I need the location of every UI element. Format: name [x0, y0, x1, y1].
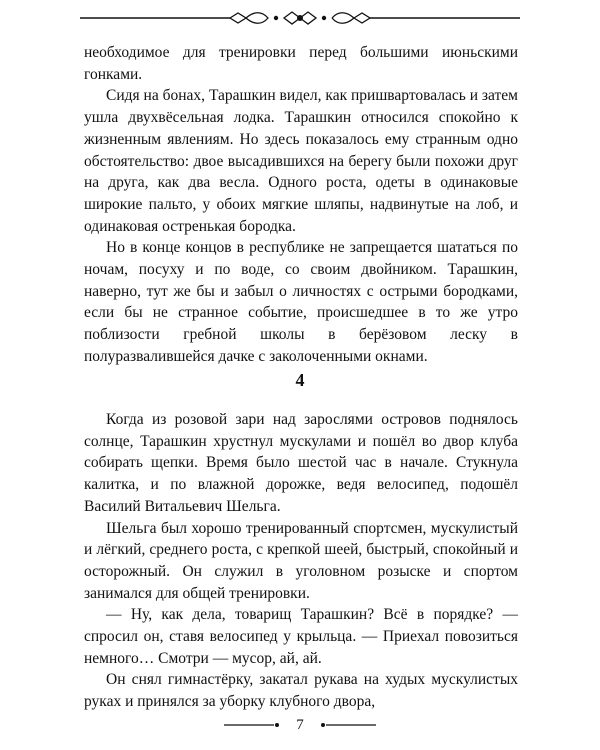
paragraph: Шельга был хорошо тренированный спортсмен, мускулистый и лёгкий, среднего роста, с крепкой шеей, быстрый, спокойный и осторожный. Он служил в уголовном розыске и спортом занимался для общей тренировки.	[84, 519, 518, 602]
paragraph: Когда из розовой зари над зарослями островов поднялось солнце, Тарашкин хрустнул мускулами и пошёл во двор клуба собирать щепки. Время было шестой час в начале. Стукнула калитка, и по влажной дорожке, ведя велосипед, подошёл Василий Витальевич Шельга.	[84, 411, 518, 515]
paragraph: Но в конце концов в республике не запрещается шататься по ночам, посуху и по воде, со своим двойником. Тарашкин, наверно, тут же бы и забыл о личностях с острыми бородками, если бы не странное событие, происшедшее в то же утро поблизости гребной школы в берёзовом леску в полуразвалившейся дачке с заколоченными окнами.	[84, 239, 518, 365]
chapter-number: 4	[295, 370, 305, 390]
page-footer	[0, 714, 600, 738]
paragraph-continuation: необходимое для тренировки перед большими июньскими гонками.	[84, 44, 518, 83]
header-ornament	[80, 8, 520, 28]
text-block-bottom	[84, 409, 518, 713]
paragraph: Сидя на бонах, Тарашкин видел, как пришвартовалась и затем ушла двухвёсельная лодка. Тарашкин относился спокойно к жизненным явлениям. Но здесь показалось ему странным одно обстоятельство: двое высадившихся на берегу были похожи друг на друга, как два весла. Одного роста, одеты в одинаковые широкие пальто, у обоих мягкие шляпы, надвинутые на лоб, и одинаковая остренькая бородка.	[84, 87, 518, 235]
page-number: 7	[296, 717, 304, 733]
paragraph: — Ну, как дела, товарищ Тарашкин? Всё в порядке? — спросил он, ставя велосипед у крыльца. — Приехал повозиться немного… Смотри — мусор, ай, ай.	[84, 606, 518, 667]
paragraph: Он снял гимнастёрку, закатал рукава на худых мускулистых руках и принялся за уборку клубного двора,	[84, 671, 518, 711]
text-block-top	[84, 42, 518, 368]
